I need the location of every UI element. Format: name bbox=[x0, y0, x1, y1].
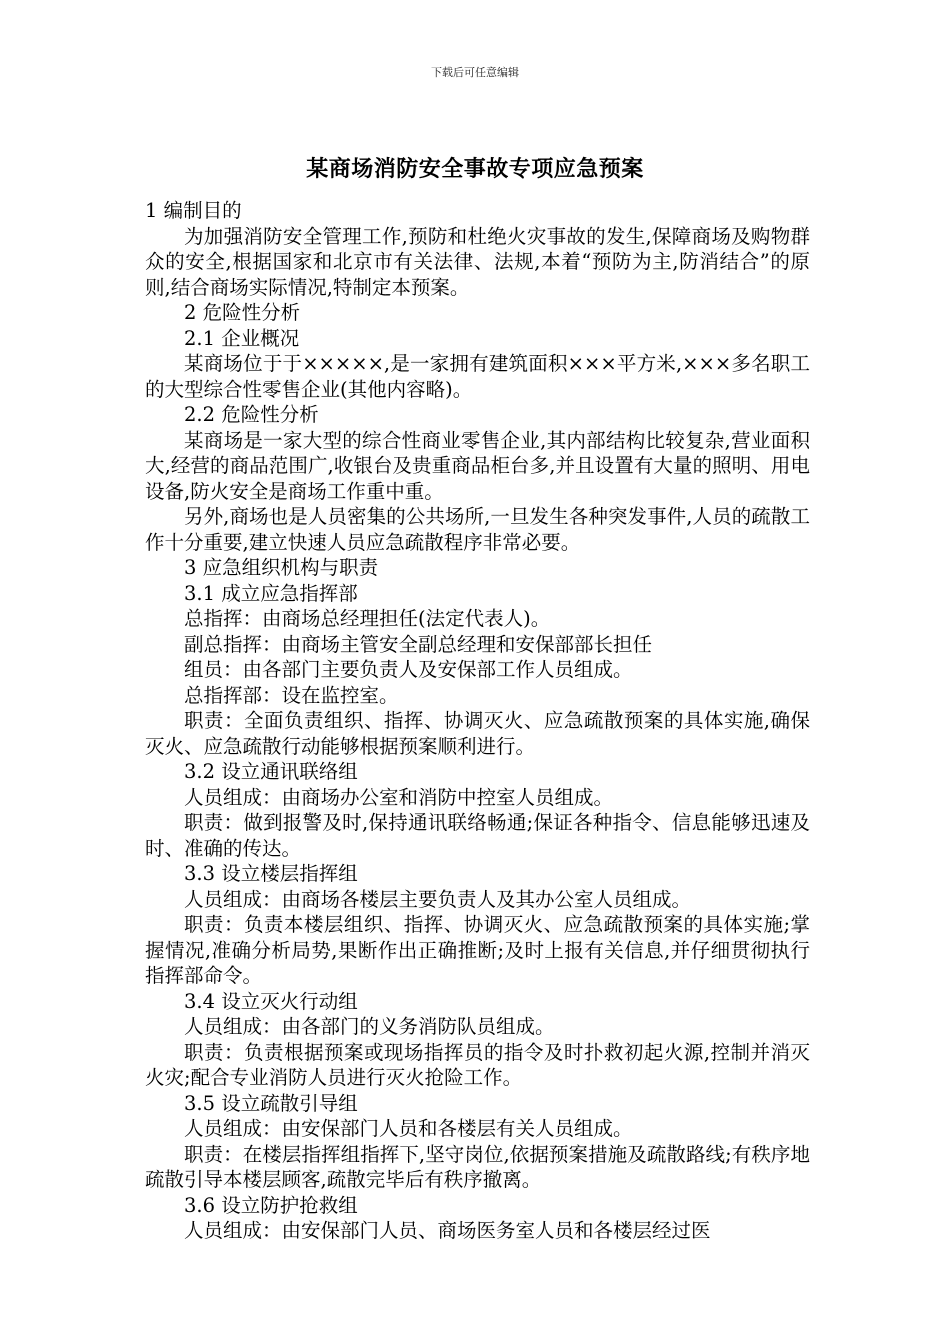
subsection-heading: 3.1 成立应急指挥部 bbox=[184, 581, 358, 605]
body-paragraph: 人员组成：由安保部门人员、商场医务室人员和各楼层经过医 bbox=[184, 1219, 711, 1242]
subsection-heading: 2.1 企业概况 bbox=[184, 326, 300, 350]
body-paragraph: 职责：全面负责组织、指挥、协调灭火、应急疏散预案的具体实施,确保灭火、应急疏散行动能够根据预案顺利进行。 bbox=[145, 709, 810, 758]
section-heading: 2 危险性分析 bbox=[184, 301, 301, 324]
body-paragraph: 总指挥：由商场总经理担任(法定代表人)。 bbox=[184, 607, 551, 630]
page-header-note: 下载后可任意编辑 bbox=[431, 66, 519, 79]
body-paragraph: 职责：做到报警及时,保持通讯联络畅通;保证各种指令、信息能够迅速及时、准确的传达。 bbox=[145, 811, 810, 860]
section-heading: 1 编制目的 bbox=[145, 199, 242, 222]
body-paragraph: 人员组成：由安保部门人员和各楼层有关人员组成。 bbox=[184, 1117, 633, 1140]
subsection-heading: 3.3 设立楼层指挥组 bbox=[184, 862, 358, 885]
document-body bbox=[145, 198, 810, 1244]
body-paragraph: 职责：负责根据预案或现场指挥员的指令及时扑救初起火源,控制并消灭火灾;配合专业消防人员进行灭火抢险工作。 bbox=[145, 1040, 810, 1089]
body-paragraph: 副总指挥：由商场主管安全副总经理和安保部部长担任 bbox=[184, 632, 653, 656]
body-paragraph: 另外,商场也是人员密集的公共场所,一旦发生各种突发事件,人员的疏散工作十分重要,建立快速人员应急疏散程序非常必要。 bbox=[145, 505, 810, 554]
body-paragraph: 人员组成：由各部门的义务消防队员组成。 bbox=[184, 1015, 555, 1038]
body-paragraph: 某商场位于于×××××,是一家拥有建筑面积×××平方米,×××多名职工的大型综合性零售企业(其他内容略)。 bbox=[145, 352, 810, 401]
body-paragraph: 组员：由各部门主要负责人及安保部工作人员组成。 bbox=[184, 658, 633, 681]
body-paragraph: 职责：在楼层指挥组指挥下,坚守岗位,依据预案措施及疏散路线;有秩序地疏散引导本楼层顾客,疏散完毕后有秩序撤离。 bbox=[145, 1142, 810, 1191]
body-paragraph: 人员组成：由商场办公室和消防中控室人员组成。 bbox=[184, 785, 614, 809]
body-paragraph: 人员组成：由商场各楼层主要负责人及其办公室人员组成。 bbox=[184, 887, 692, 911]
subsection-heading: 3.5 设立疏散引导组 bbox=[184, 1091, 358, 1115]
section-heading: 3 应急组织机构与职责 bbox=[184, 556, 379, 579]
body-paragraph: 职责：负责本楼层组织、指挥、协调灭火、应急疏散预案的具体实施;掌握情况,准确分析局势,果断作出正确推断;及时上报有关信息,并仔细贯彻执行指挥部命令。 bbox=[145, 913, 810, 987]
subsection-heading: 2.2 危险性分析 bbox=[184, 403, 319, 426]
document-title: 某商场消防安全事故专项应急预案 bbox=[306, 156, 644, 182]
body-paragraph: 为加强消防安全管理工作,预防和杜绝火灾事故的发生,保障商场及购物群众的安全,根据国家和北京市有关法律、法规,本着“预防为主,防消结合”的原则,结合商场实际情况,特制定本预案。 bbox=[145, 224, 810, 299]
subsection-heading: 3.4 设立灭火行动组 bbox=[184, 989, 358, 1013]
body-paragraph: 总指挥部：设在监控室。 bbox=[184, 683, 399, 707]
body-paragraph: 某商场是一家大型的综合性商业零售企业,其内部结构比较复杂,营业面积大,经营的商品范围广,收银台及贵重商品柜台多,并且设置有大量的照明、用电设备,防火安全是商场工作重中重。 bbox=[145, 428, 810, 503]
subsection-heading: 3.6 设立防护抢救组 bbox=[184, 1193, 358, 1217]
subsection-heading: 3.2 设立通讯联络组 bbox=[184, 760, 358, 783]
